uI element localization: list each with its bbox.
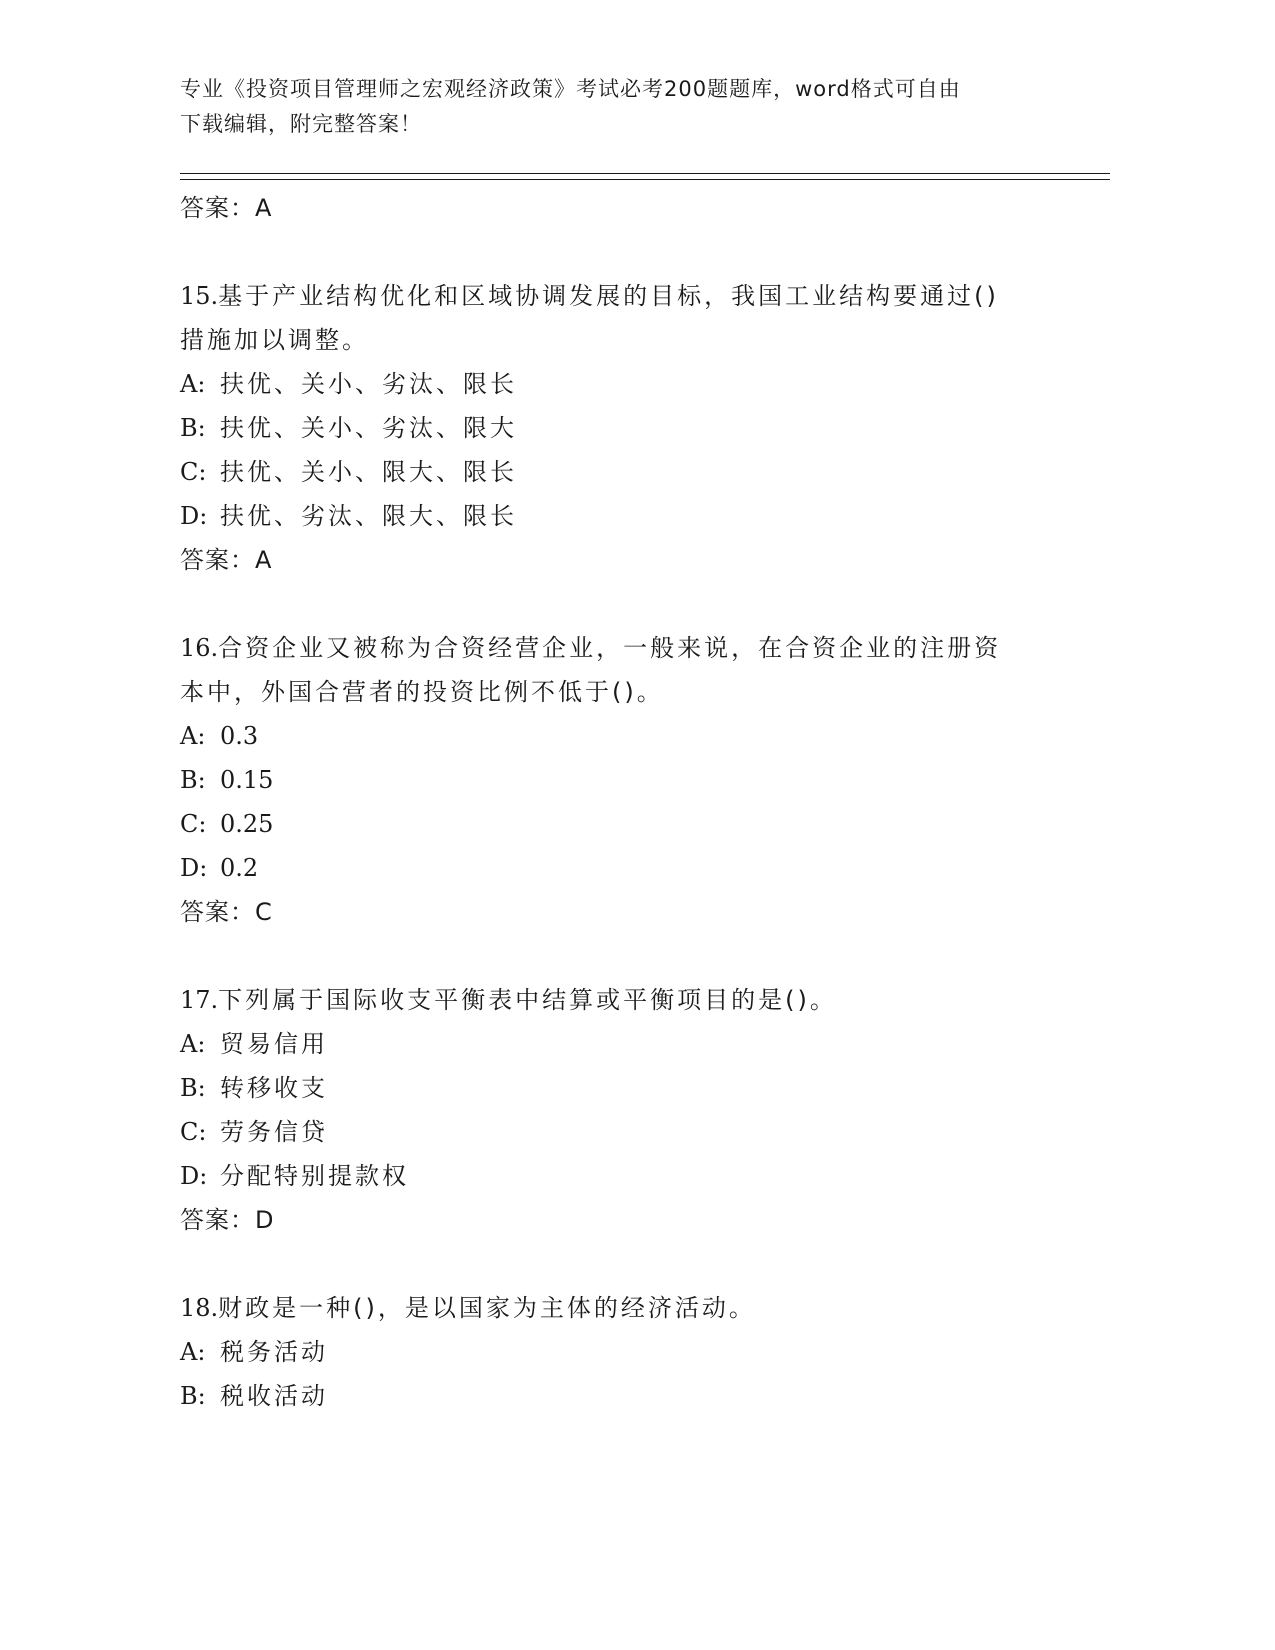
option-key: B: — [180, 1382, 206, 1410]
question-number: 17. — [180, 986, 219, 1014]
question-stem — [180, 626, 1080, 670]
option-text: 0.3 — [220, 722, 259, 750]
option-text: 分配特别提款权 — [220, 1162, 409, 1190]
question-text: 下列属于国际收支平衡表中结算或平衡项目的是()。 — [218, 986, 837, 1014]
option-key: A: — [180, 1030, 206, 1058]
option-c — [180, 450, 1080, 494]
question-stem — [180, 1286, 1080, 1330]
header-divider-top — [180, 173, 1110, 174]
option-b — [180, 1374, 1080, 1418]
option-text: 扶优、关小、劣汰、限长 — [220, 370, 517, 398]
question-stem — [180, 274, 1080, 318]
option-c — [180, 802, 1080, 846]
document-header — [180, 72, 1060, 142]
option-key: D: — [180, 854, 208, 882]
spacer — [180, 934, 1080, 978]
spacer — [180, 230, 1080, 274]
question-number: 18. — [180, 1294, 219, 1322]
option-b — [180, 758, 1080, 802]
option-text: 劳务信贷 — [220, 1118, 328, 1146]
question-16 — [180, 626, 1080, 934]
answer-line: 答案：A — [180, 194, 273, 222]
question-stem-continued: 措施加以调整。 — [180, 326, 369, 354]
option-text: 税务活动 — [220, 1338, 328, 1366]
option-key: B: — [180, 1074, 206, 1102]
option-a — [180, 362, 1080, 406]
option-key: D: — [180, 1162, 208, 1190]
option-b — [180, 406, 1080, 450]
answer-line: 答案：D — [180, 1206, 275, 1234]
option-a — [180, 1022, 1080, 1066]
option-key: A: — [180, 722, 206, 750]
option-text: 0.25 — [220, 810, 274, 838]
option-key: A: — [180, 1338, 206, 1366]
option-key: B: — [180, 414, 206, 442]
option-text: 扶优、关小、劣汰、限大 — [220, 414, 517, 442]
question-number: 15. — [180, 282, 219, 310]
option-text: 扶优、关小、限大、限长 — [220, 458, 517, 486]
header-line-2: 下载编辑，附完整答案！ — [180, 112, 422, 136]
spacer — [180, 582, 1080, 626]
option-key: D: — [180, 502, 208, 530]
option-key: C: — [180, 1118, 207, 1146]
option-text: 0.2 — [220, 854, 259, 882]
question-list — [180, 186, 1080, 1418]
option-key: A: — [180, 370, 206, 398]
answer-line: 答案：C — [180, 898, 273, 926]
header-divider-bottom — [180, 179, 1110, 180]
question-stem — [180, 978, 1080, 1022]
option-c — [180, 1110, 1080, 1154]
answer-line: 答案：A — [180, 546, 273, 574]
option-a — [180, 714, 1080, 758]
question-15 — [180, 274, 1080, 582]
question-number: 16. — [180, 634, 219, 662]
option-key: B: — [180, 766, 206, 794]
question-stem-continued: 本中，外国合营者的投资比例不低于()。 — [180, 678, 664, 706]
question-text: 基于产业结构优化和区域协调发展的目标，我国工业结构要通过() — [218, 282, 999, 310]
header-line-1: 专业《投资项目管理师之宏观经济政策》考试必考200题题库，word格式可自由 — [180, 77, 961, 101]
option-key: C: — [180, 810, 207, 838]
question-18 — [180, 1286, 1080, 1418]
option-b — [180, 1066, 1080, 1110]
question-text: 财政是一种()，是以国家为主体的经济活动。 — [218, 1294, 756, 1322]
option-text: 税收活动 — [220, 1382, 328, 1410]
option-text: 转移收支 — [220, 1074, 328, 1102]
question-text: 合资企业又被称为合资经营企业，一般来说，在合资企业的注册资 — [218, 634, 1002, 662]
option-a — [180, 1330, 1080, 1374]
option-d — [180, 846, 1080, 890]
spacer — [180, 1242, 1080, 1286]
option-text: 扶优、劣汰、限大、限长 — [220, 502, 517, 530]
option-d — [180, 494, 1080, 538]
option-key: C: — [180, 458, 207, 486]
question-17 — [180, 978, 1080, 1242]
option-d — [180, 1154, 1080, 1198]
option-text: 贸易信用 — [220, 1030, 328, 1058]
option-text: 0.15 — [220, 766, 274, 794]
